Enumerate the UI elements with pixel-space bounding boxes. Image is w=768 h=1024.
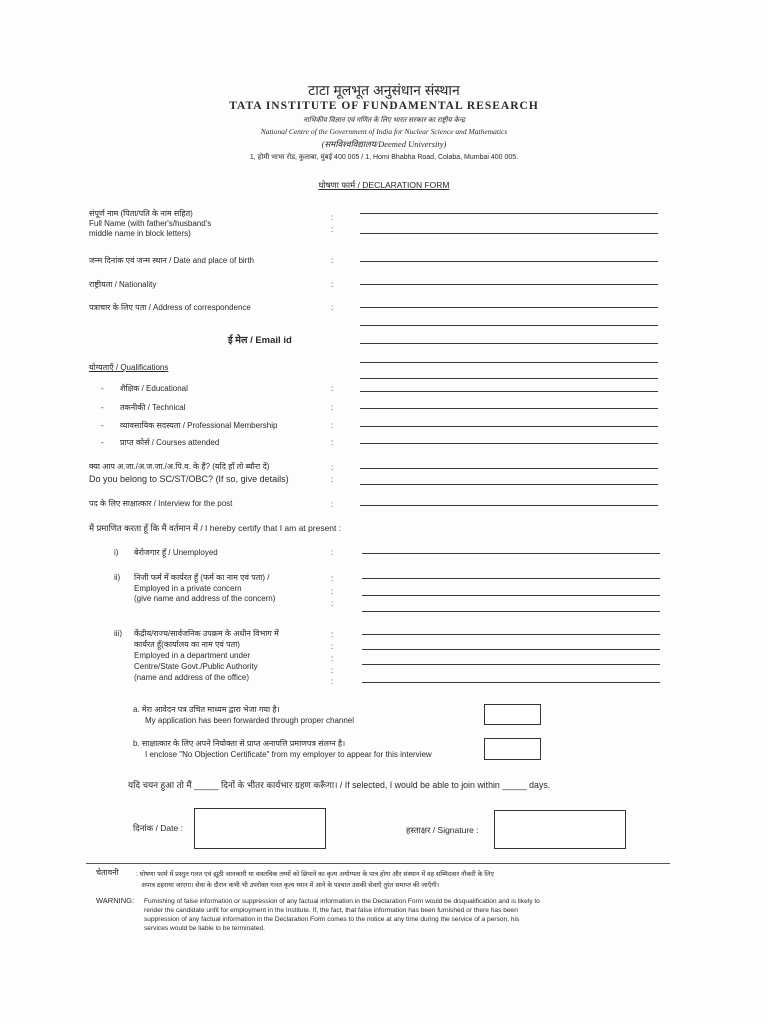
unemployed-label: बेरोजगार हूँ / Unemployed [134,548,218,557]
unemployed-line[interactable] [362,553,660,554]
govt-department-label-hindi-1: केंद्रीय/राज्य/सार्वजनिक उपक्रम के अधीन विभाग में [134,629,279,638]
colon: : [331,438,334,447]
colon: : [331,463,334,472]
colon: : [331,574,334,583]
technical-label: तकनीकी / Technical [120,403,186,412]
institute-name-hindi: टाटा मूलभूत अनुसंधान संस्थान [308,82,460,98]
colon: : [331,303,334,312]
noc-label-english: I enclose "No Objection Certificate" from my employer to appear for this interview [145,750,432,759]
certify-statement: मैं प्रमाणित करता हूँ कि मैं वर्तमान में / I hereby certify that I am at present : [89,523,342,533]
technical-line[interactable] [360,408,658,409]
warning-text-english-3: suppression of any factual information in the Declaration Form comes to the notice at any time during the service of a person, his [144,916,520,923]
proper-channel-checkbox[interactable] [484,704,541,725]
private-concern-line-3[interactable] [362,611,660,612]
dob-label: जन्म दिनांक एवं जन्म स्थान / Date and place of birth [89,256,255,265]
category-line-2[interactable] [360,484,658,485]
option-i-number: i) [114,548,119,557]
bullet: - [101,403,104,412]
category-label-hindi: क्या आप अ.जा./अ.ज.जा./अ.पि.व. के हैं? (यदि हाँ तो ब्यौरा दें) [89,462,270,471]
join-statement: यदि चयन हुआ तो मैं _____ दिनों के भीतर कार्यभार ग्रहण करूँगा। / If selected, I would be able to join within _____ days. [128,780,551,790]
date-label: दिनांक / Date : [133,823,183,833]
private-concern-label-hindi: निजी फर्म में कार्यरत हूँ (फर्म का नाम एवं पता) / [134,573,270,582]
colon: : [331,630,334,639]
colon: : [331,384,334,393]
colon: : [331,654,334,663]
colon: : [331,225,334,234]
private-concern-line-2[interactable] [362,595,660,596]
date-field[interactable] [194,808,326,849]
warning-text-hindi-1: : घोषणा फार्म में प्रस्तुत गलत एवं झूठी जानकारी या वास्तविक तथ्यों को छिपाने का कृत्य अयोग्यता के पात्र होगा और संस्थान में वह सम्मिदवार नौकरी के लिए [136,871,494,878]
colon: : [331,587,334,596]
warning-text-english-1: Furnishing of false information or suppression of any factual information in the Declaration Form would be disqualification and is likely to [144,898,540,905]
govt-department-label-english-1: Employed in a department under [134,651,251,660]
full-name-line-2[interactable] [360,233,658,234]
colon: : [331,213,334,222]
warning-label-english: WARNING: [96,896,135,905]
full-name-line-1[interactable] [360,213,658,214]
govt-department-label-english-3: (name and address of the office) [134,673,250,682]
colon: : [331,642,334,651]
colon: : [331,403,334,412]
full-name-label-hindi: संपूर्ण नाम (पिता/पति के नाम सहित) [89,209,193,218]
address-label: पत्राचार के लिए पता / Address of correspondence [89,303,251,312]
courses-line[interactable] [360,443,658,444]
email-label: ई मेल / Email id [228,335,292,346]
qualifications-heading: योग्यताएँ / Qualifications [89,363,169,372]
institute-name-english: TATA INSTITUTE OF FUNDAMENTAL RESEARCH [229,100,539,112]
address-line-3[interactable] [360,343,658,344]
govt-department-line-1[interactable] [362,634,660,635]
institute-address: 1, होमी भाभा रोड, कुलाबा, मुंबई 400 005 / 1, Homi Bhabha Road, Colaba, Mumbai 400 005. [249,154,519,161]
address-line-1[interactable] [360,307,658,308]
govt-department-line-2[interactable] [362,649,660,650]
private-concern-line-1[interactable] [362,578,660,579]
dob-line[interactable] [360,261,658,262]
colon: : [331,256,334,265]
signature-label: हस्ताक्षर / Signature : [406,825,479,835]
signature-field[interactable] [494,810,626,849]
warning-text-english-4: services would be liable to be terminated. [144,925,265,932]
colon: : [331,475,334,484]
nationality-line[interactable] [360,284,658,285]
nationality-label: राष्ट्रीयता / Nationality [89,280,157,289]
educational-line[interactable] [360,391,658,392]
colon: : [331,421,334,430]
govt-department-label-hindi-2: कार्यरत हूँ(कार्यालय का नाम एवं पता) [134,640,240,649]
warning-text-english-2: render the candidate unfit for employment in the Institute. If, the fact, that false information has been furnished or there has been [144,907,518,914]
full-name-label-english-1: Full Name (with father's/husband's [89,219,212,228]
bullet: - [101,421,104,430]
address-line-2[interactable] [360,325,658,326]
interview-line[interactable] [360,505,658,506]
interview-label: पद के लिए साक्षात्कार / Interview for the post [89,499,233,508]
bullet: - [101,384,104,393]
private-concern-label-english-1: Employed in a private concern [134,584,242,593]
govt-department-line-4[interactable] [362,682,660,683]
qualifications-line[interactable] [360,378,658,379]
form-title: घोषणा फार्म / DECLARATION FORM [318,180,450,190]
bullet: - [101,438,104,447]
colon: : [331,666,334,675]
colon: : [331,548,334,557]
govt-department-line-3[interactable] [362,664,660,665]
professional-membership-label: व्यावसायिक सदस्यता / Professional Membership [120,421,278,430]
full-name-label-english-2: middle name in block letters) [89,229,191,238]
warning-text-hindi-2: अपात्र ठहराया जाएगा। सेवा के दौरान कभी भी उपरोक्त गलत कृत्य ध्यान में आने के पश्चात उसकी सेवाएँ तुरंत समाप्त की जाएँगी। [141,882,440,889]
colon: : [331,677,334,686]
colon: : [331,599,334,608]
option-iii-number: iii) [114,629,122,638]
proper-channel-label-hindi: a. मेरा आवेदन पत्र उचित माध्यम द्वारा भेजा गया है। [133,705,280,714]
divider [86,863,670,864]
private-concern-label-english-2: (give name and address of the concern) [134,594,276,603]
noc-label-hindi: b. साक्षात्कार के लिए अपने नियोक्ता से प्राप्त अनापत्ति प्रमाणपत्र संलग्न है। [133,739,346,748]
professional-membership-line[interactable] [360,426,658,427]
tagline-english: National Centre of the Government of India for Nuclear Science and Mathematics [260,127,508,136]
category-label-english: Do you belong to SC/ST/OBC? (If so, give details) [89,474,289,484]
warning-label-hindi: चेतावनी [96,868,119,877]
noc-checkbox[interactable] [484,738,541,760]
category-line-1[interactable] [360,468,658,469]
deemed-university: (समविश्वविद्यालय/Deemed University) [321,139,447,149]
colon: : [331,500,334,509]
govt-department-label-english-2: Centre/State Govt./Public Authority [134,662,258,671]
colon: : [331,280,334,289]
educational-label: शैक्षिक / Educational [120,384,188,393]
option-ii-number: ii) [114,573,121,582]
email-line[interactable] [360,362,658,363]
tagline-hindi: नाभिकीय विज्ञान एवं गणित के लिए भारत सरकार का राष्ट्रीय केन्द्र [303,117,465,124]
proper-channel-label-english: My application has been forwarded through proper channel [145,716,355,725]
courses-label: प्राप्त कोर्स / Courses attended [120,438,220,447]
